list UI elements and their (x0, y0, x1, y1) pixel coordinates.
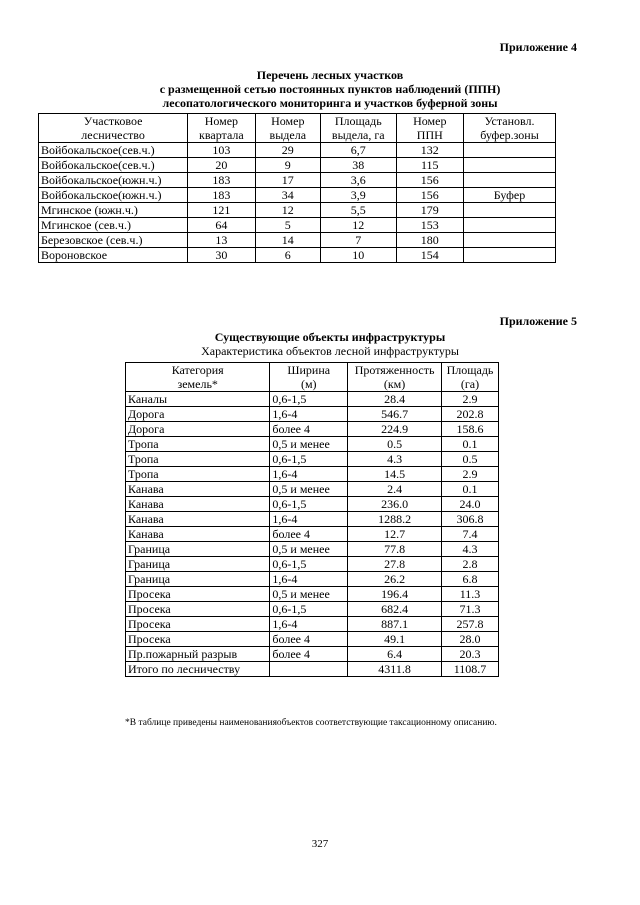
table-row (126, 647, 499, 662)
table-cell: 306.8 (442, 512, 499, 527)
table-cell: Просека (126, 587, 270, 602)
table-cell: 34 (255, 188, 320, 203)
table-row (126, 542, 499, 557)
table-cell: 0.1 (442, 482, 499, 497)
table-cell: 156 (396, 173, 463, 188)
table-cell: 2.4 (348, 482, 442, 497)
table-row (39, 233, 556, 248)
table-row (39, 143, 556, 158)
table-row (126, 512, 499, 527)
table-row (126, 467, 499, 482)
table-cell: 103 (188, 143, 255, 158)
table-cell: 121 (188, 203, 255, 218)
table-cell: 257.8 (442, 617, 499, 632)
table-header-row (39, 114, 556, 143)
table-cell: 14 (255, 233, 320, 248)
table-cell: 4311.8 (348, 662, 442, 677)
title-line: Перечень лесных участков (256, 68, 404, 82)
table-cell: 0,6-1,5 (270, 392, 348, 407)
table-cell: более 4 (270, 632, 348, 647)
table-cell: 236.0 (348, 497, 442, 512)
col-header: Участковое лесничество (39, 114, 188, 143)
table-cell: 12 (255, 203, 320, 218)
table-cell: 183 (188, 188, 255, 203)
table-cell: 1,6-4 (270, 467, 348, 482)
table-cell (464, 218, 556, 233)
table-cell: 0,5 и менее (270, 437, 348, 452)
table-cell: 183 (188, 173, 255, 188)
table-row (126, 482, 499, 497)
table-cell: 546.7 (348, 407, 442, 422)
table-cell: Граница (126, 542, 270, 557)
table-cell: Дорога (126, 422, 270, 437)
table-cell: Граница (126, 557, 270, 572)
table-row (126, 587, 499, 602)
table-cell: Буфер (464, 188, 556, 203)
table-cell (464, 233, 556, 248)
table-cell: 1108.7 (442, 662, 499, 677)
table-cell: 1,6-4 (270, 407, 348, 422)
table-cell: 156 (396, 188, 463, 203)
table-row (126, 557, 499, 572)
table-cell: 26.2 (348, 572, 442, 587)
table-cell: Вороновское (39, 248, 188, 263)
table-cell: 10 (320, 248, 396, 263)
table-cell: 5 (255, 218, 320, 233)
table-cell: Просека (126, 617, 270, 632)
appendix-5-subtitle: Характеристика объектов лесной инфраструктуры (201, 344, 459, 358)
table-cell: 4.3 (442, 542, 499, 557)
table-cell: 158.6 (442, 422, 499, 437)
table-cell: 154 (396, 248, 463, 263)
table-row (126, 602, 499, 617)
ppn-plots-table (38, 113, 556, 263)
table-row (126, 662, 499, 677)
table-cell (464, 143, 556, 158)
col-header: Ширина (м) (270, 363, 348, 392)
table-cell: Канава (126, 497, 270, 512)
table-cell: 14.5 (348, 467, 442, 482)
table-cell: 2.9 (442, 392, 499, 407)
table-cell: более 4 (270, 527, 348, 542)
table-row (126, 407, 499, 422)
table-cell: 1,6-4 (270, 512, 348, 527)
table-cell: 2.9 (442, 467, 499, 482)
table-cell: 24.0 (442, 497, 499, 512)
footnote: *В таблице приведены наименованияобъектов соответствующие таксационному описанию. (125, 718, 497, 728)
appendix-4-title (40, 68, 620, 110)
table-cell: Войбокальское(южн.ч.) (39, 188, 188, 203)
table-cell: Пр.пожарный разрыв (126, 647, 270, 662)
table-cell: 0,6-1,5 (270, 452, 348, 467)
table-cell: 7.4 (442, 527, 499, 542)
col-header: Протяженность (км) (348, 363, 442, 392)
col-header: Установл. буфер.зоны (464, 114, 556, 143)
table-cell: 12 (320, 218, 396, 233)
table-cell: Просека (126, 602, 270, 617)
table-cell: 1,6-4 (270, 617, 348, 632)
table-row (126, 437, 499, 452)
table-cell: 30 (188, 248, 255, 263)
table-row (126, 632, 499, 647)
table-cell: Мгинское (южн.ч.) (39, 203, 188, 218)
table-header-row (126, 363, 499, 392)
table-cell: 5,5 (320, 203, 396, 218)
table-cell: 1288.2 (348, 512, 442, 527)
table-cell: 2.8 (442, 557, 499, 572)
table-cell: 202.8 (442, 407, 499, 422)
table-cell: Тропа (126, 452, 270, 467)
table-cell: 224.9 (348, 422, 442, 437)
table-row (39, 173, 556, 188)
appendix-5-title: Существующие объекты инфраструктуры (214, 330, 446, 344)
table-cell: 0,6-1,5 (270, 602, 348, 617)
table-cell: 77.8 (348, 542, 442, 557)
col-header: Номер квартала (188, 114, 255, 143)
table-cell: Граница (126, 572, 270, 587)
table-cell (464, 203, 556, 218)
table-cell: 17 (255, 173, 320, 188)
table-row (39, 188, 556, 203)
table-cell: 28.0 (442, 632, 499, 647)
table-cell: Канава (126, 527, 270, 542)
table-row (126, 452, 499, 467)
table-cell: 0,5 и менее (270, 482, 348, 497)
table-cell: 6.8 (442, 572, 499, 587)
table-row (126, 497, 499, 512)
table-cell: Итого по лесничеству (126, 662, 270, 677)
table-cell: 132 (396, 143, 463, 158)
table-cell: 115 (396, 158, 463, 173)
table-cell: 27.8 (348, 557, 442, 572)
appendix-4-label: Приложение 4 (499, 40, 577, 54)
table-cell: Войбокальское(сев.ч.) (39, 158, 188, 173)
table-cell: 20.3 (442, 647, 499, 662)
table-cell: Каналы (126, 392, 270, 407)
col-header: Категория земель* (126, 363, 270, 392)
table-cell: 153 (396, 218, 463, 233)
table-cell: Березовское (сев.ч.) (39, 233, 188, 248)
table-cell: 71.3 (442, 602, 499, 617)
table-cell: Войбокальское(южн.ч.) (39, 173, 188, 188)
table-cell (464, 248, 556, 263)
table-cell: 9 (255, 158, 320, 173)
table-cell: Войбокальское(сев.ч.) (39, 143, 188, 158)
table-row (39, 203, 556, 218)
table-cell: 6 (255, 248, 320, 263)
table-cell: 64 (188, 218, 255, 233)
table-row (39, 248, 556, 263)
table-cell: 7 (320, 233, 396, 248)
table-cell: Дорога (126, 407, 270, 422)
table-cell: 0.1 (442, 437, 499, 452)
table-cell: 1,6-4 (270, 572, 348, 587)
table-row (126, 392, 499, 407)
table-cell: 682.4 (348, 602, 442, 617)
table-row (126, 572, 499, 587)
table-cell: 20 (188, 158, 255, 173)
col-header: Площадь (га) (442, 363, 499, 392)
table-cell: 0,6-1,5 (270, 557, 348, 572)
col-header: Номер ППН (396, 114, 463, 143)
table-cell: 13 (188, 233, 255, 248)
table-cell: 3,6 (320, 173, 396, 188)
table-cell: 12.7 (348, 527, 442, 542)
table-row (126, 422, 499, 437)
table-cell (464, 173, 556, 188)
title-line: с размещенной сетью постоянных пунктов наблюдений (ППН) (159, 82, 501, 96)
table-cell: более 4 (270, 422, 348, 437)
table-cell: 0,5 и менее (270, 587, 348, 602)
table-cell: Просека (126, 632, 270, 647)
table-cell: 4.3 (348, 452, 442, 467)
table-cell: 29 (255, 143, 320, 158)
table-cell: 179 (396, 203, 463, 218)
table-cell: Тропа (126, 467, 270, 482)
table-cell: 6,7 (320, 143, 396, 158)
table-row (126, 617, 499, 632)
col-header: Площадь выдела, га (320, 114, 396, 143)
table-cell: 0,6-1,5 (270, 497, 348, 512)
table-cell: Канава (126, 512, 270, 527)
col-header: Номер выдела (255, 114, 320, 143)
infrastructure-table (125, 362, 499, 677)
table-cell: 0,5 и менее (270, 542, 348, 557)
table-row (126, 527, 499, 542)
table-cell: 0.5 (442, 452, 499, 467)
table-row (39, 158, 556, 173)
table-cell: 0.5 (348, 437, 442, 452)
table-cell (464, 158, 556, 173)
title-line: лесопатологического мониторинга и участков буферной зоны (162, 96, 498, 110)
table-cell: 196.4 (348, 587, 442, 602)
table-cell: 887.1 (348, 617, 442, 632)
table-cell: 3,9 (320, 188, 396, 203)
table-cell: более 4 (270, 647, 348, 662)
table-cell: 38 (320, 158, 396, 173)
table-cell: 11.3 (442, 587, 499, 602)
table-cell: 180 (396, 233, 463, 248)
table-cell: 28.4 (348, 392, 442, 407)
table-cell: 6.4 (348, 647, 442, 662)
table-cell (270, 662, 348, 677)
table-row (39, 218, 556, 233)
appendix-5-label: Приложение 5 (499, 314, 577, 328)
page-number: 327 (311, 838, 329, 850)
table-cell: Мгинское (сев.ч.) (39, 218, 188, 233)
table-cell: Канава (126, 482, 270, 497)
table-cell: Тропа (126, 437, 270, 452)
table-cell: 49.1 (348, 632, 442, 647)
